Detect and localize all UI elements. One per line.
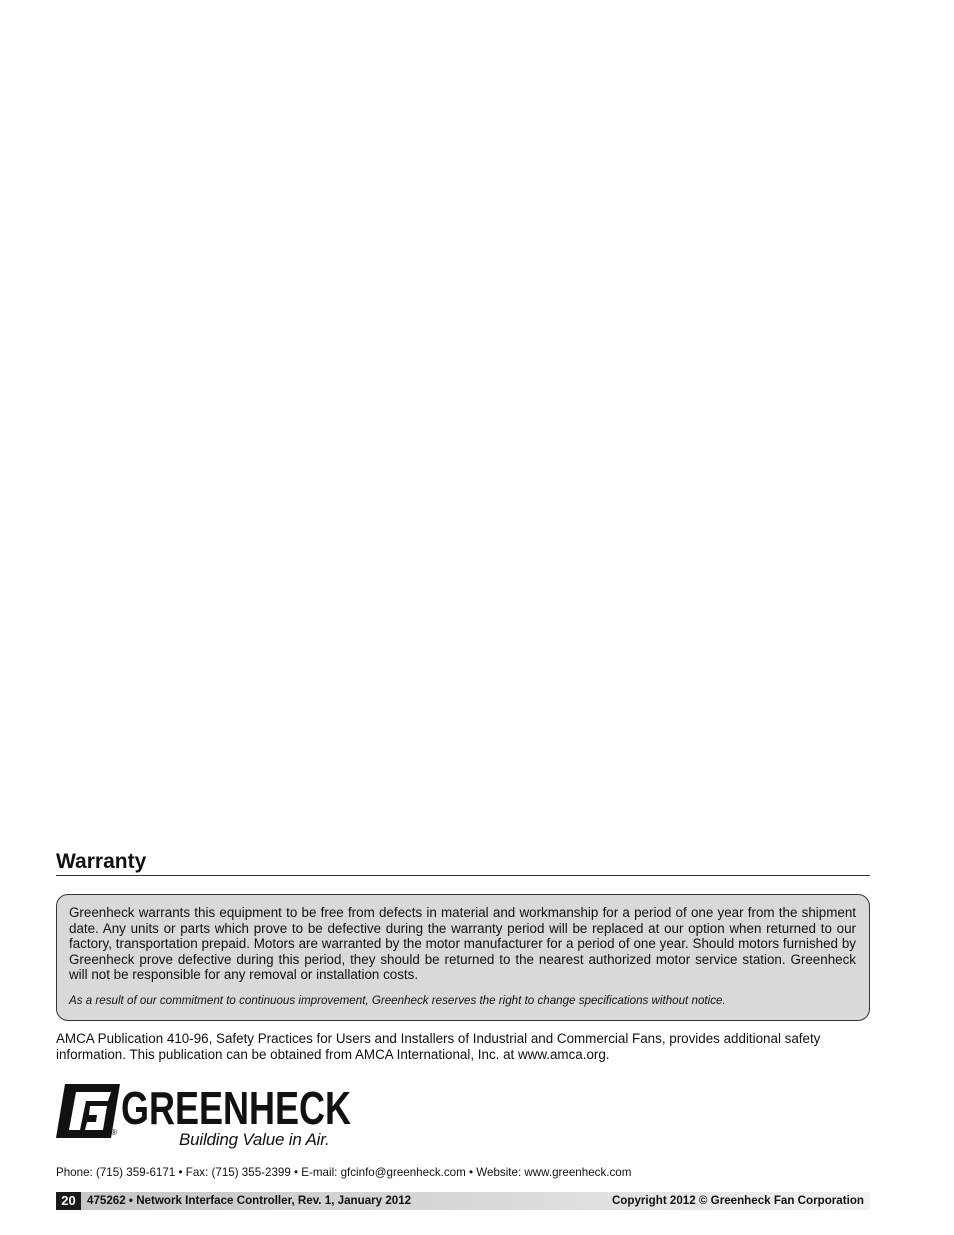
warranty-box bbox=[56, 894, 870, 1021]
page-footer bbox=[56, 1192, 870, 1210]
warranty-body-text: Greenheck warrants this equipment to be free from defects in material and workmanship for a period of one year from the shipment date. Any units or parts which prove to be defective during the warranty period will be replaced at our option when returned to our factory, transportation prepaid. Motors are warranted by the motor manufacturer for a period of one year. Should motors furnished by Greenheck prove defective during this period, they should be returned to the nearest authorized motor service station. Greenheck will not be responsible for any removal or installation costs. bbox=[69, 905, 856, 983]
greenheck-logo bbox=[56, 1082, 356, 1156]
greenheck-wordmark bbox=[121, 1082, 353, 1134]
footer-document-info: 475262 • Network Interface Controller, Rev. 1, January 2012 bbox=[87, 1194, 412, 1207]
amca-publication-text: AMCA Publication 410-96, Safety Practices for Users and Installers of Industrial and Commercial Fans, provides additional safety information. This publication can be obtained from AMCA International, Inc. at www.amca.org. bbox=[56, 1031, 821, 1062]
footer-copyright: Copyright 2012 © Greenheck Fan Corporation bbox=[611, 1194, 864, 1207]
svg-text:GREENHECK: GREENHECK bbox=[121, 1082, 351, 1134]
warranty-heading: Warranty bbox=[56, 850, 147, 873]
logo-tagline: Building Value in Air. bbox=[179, 1130, 330, 1149]
registered-mark: ® bbox=[111, 1128, 117, 1137]
warranty-notice-text: As a result of our commitment to continuous improvement, Greenheck reserves the right to change specifications without notice. bbox=[69, 993, 726, 1007]
heading-divider bbox=[56, 875, 870, 876]
contact-info: Phone: (715) 359-6171 • Fax: (715) 355-2399 • E-mail: gfcinfo@greenheck.com • Website: www.greenheck.com bbox=[56, 1166, 632, 1179]
page-number: 20 bbox=[56, 1192, 81, 1210]
